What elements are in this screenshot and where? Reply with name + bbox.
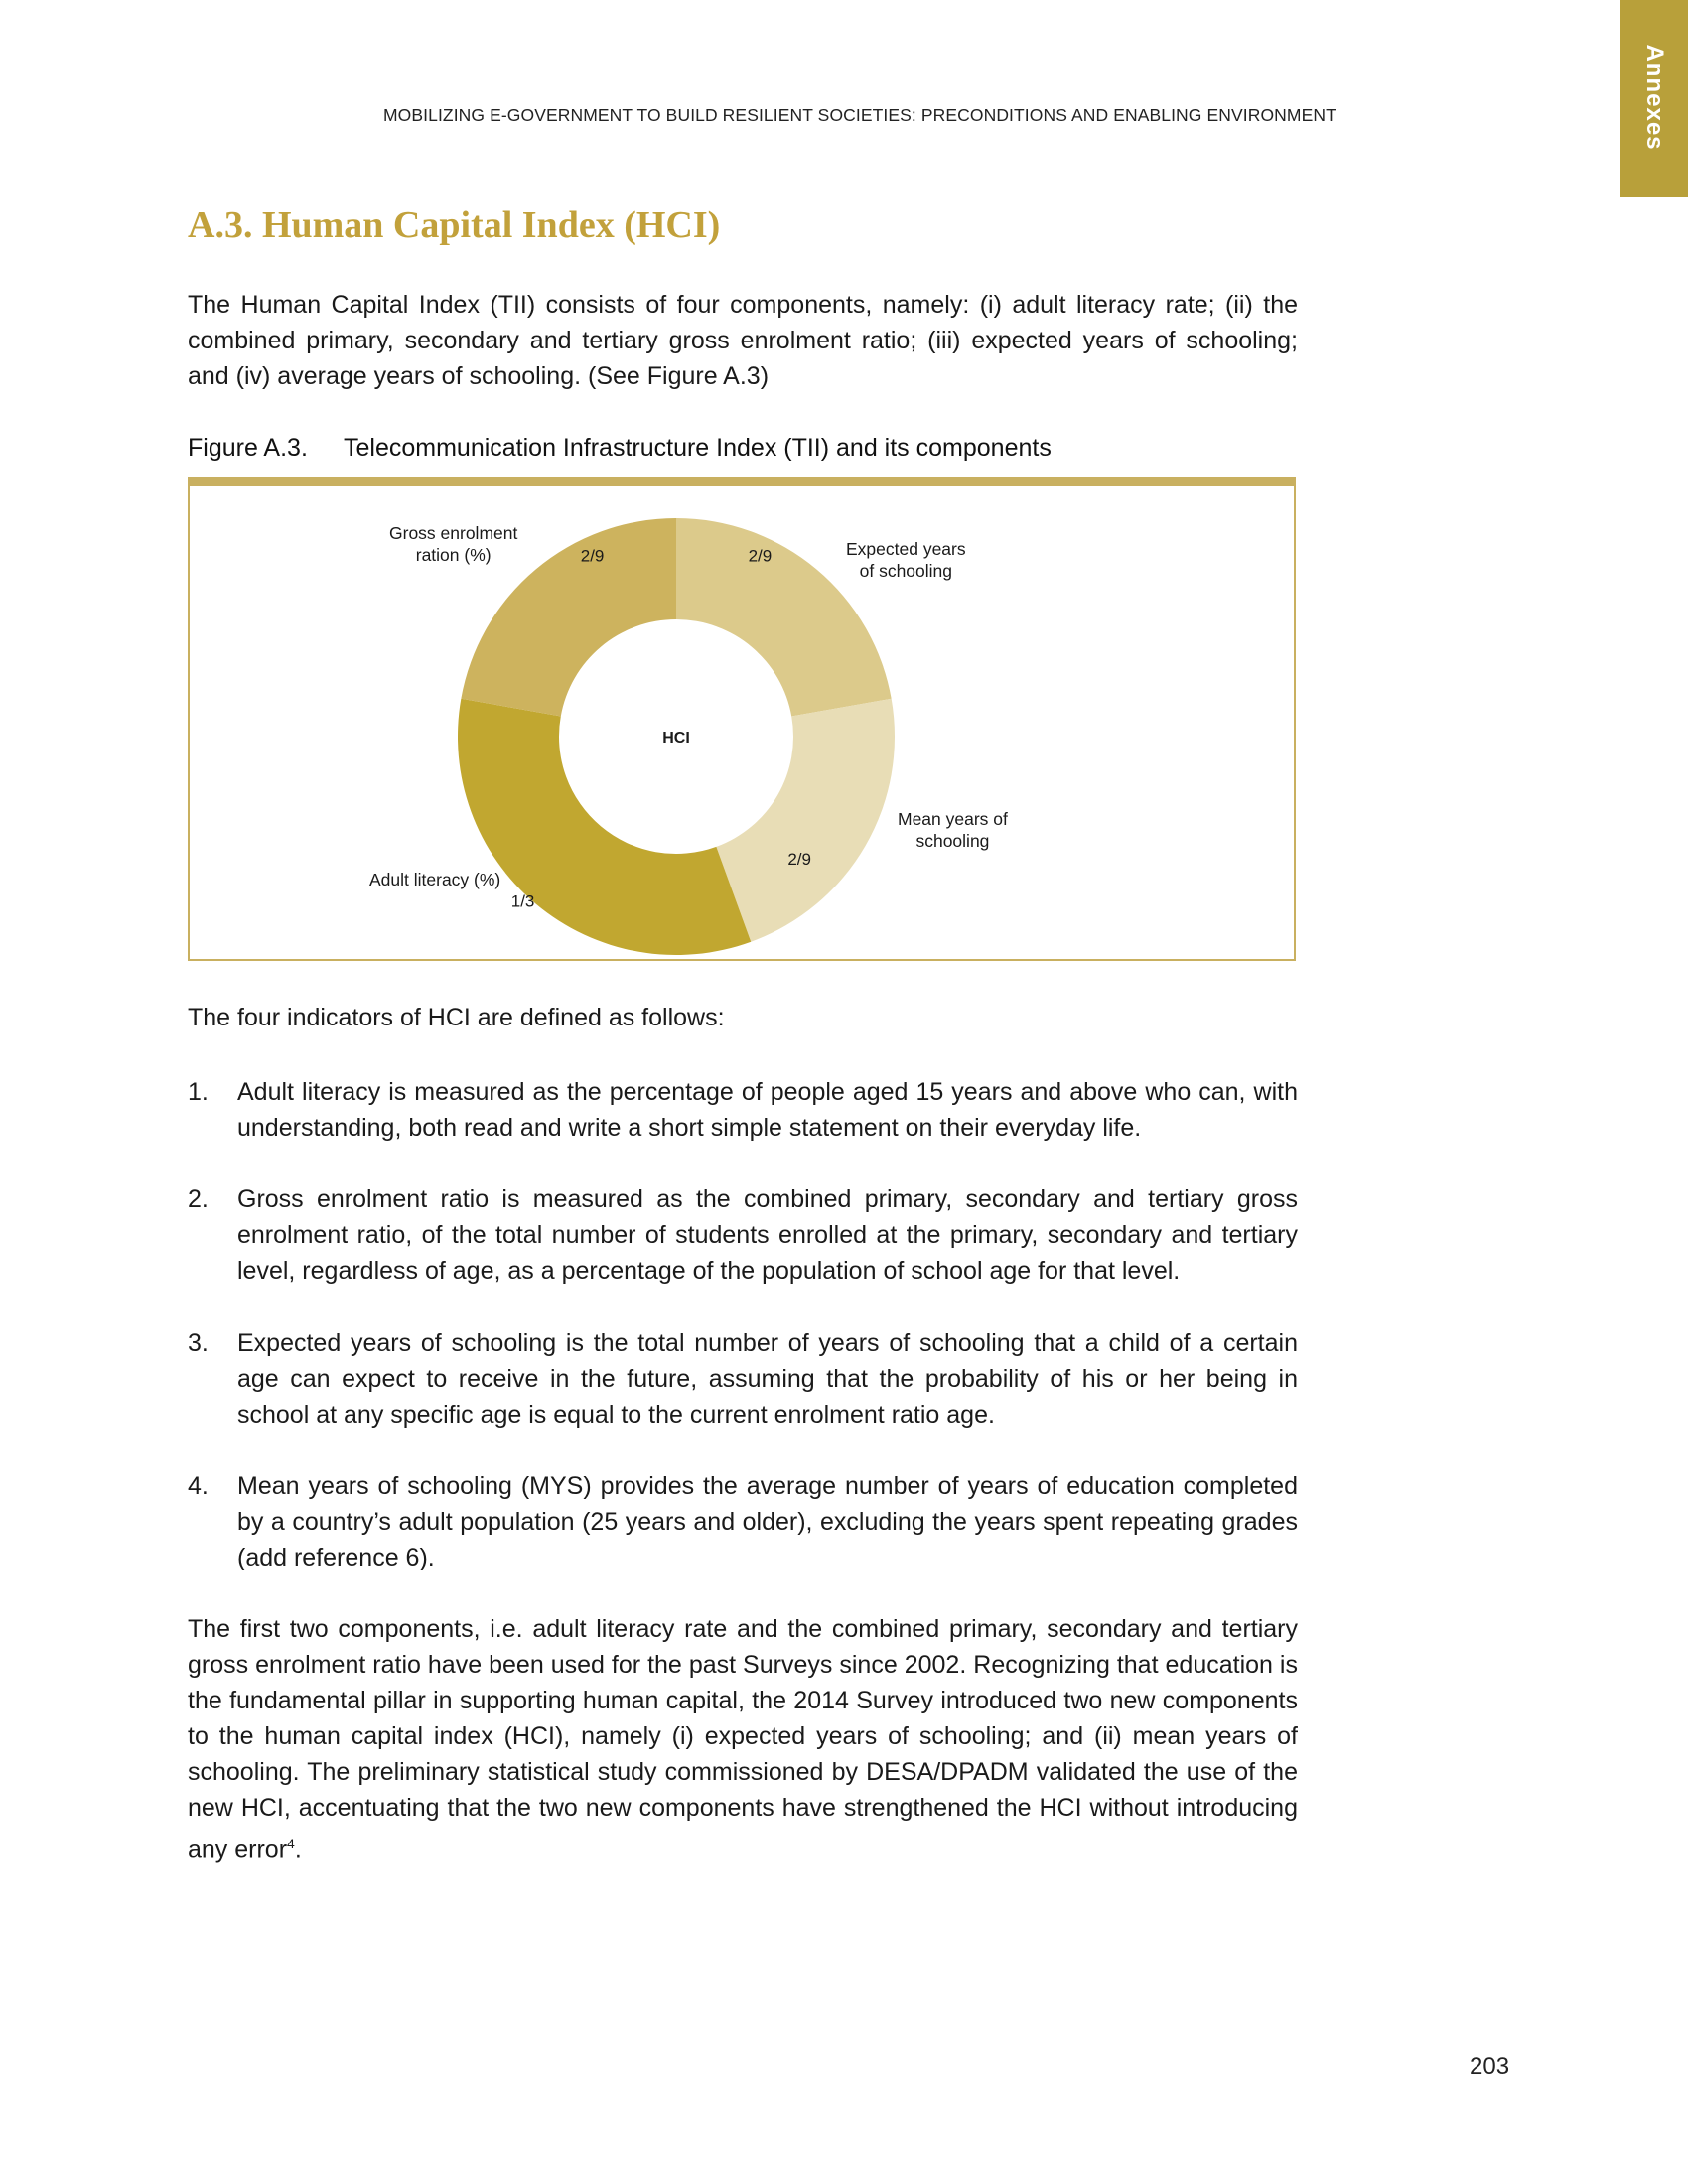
- donut-center-label: HCI: [662, 730, 690, 747]
- slice-fraction-label: 1/3: [510, 891, 535, 911]
- definition-item: [188, 1181, 1298, 1289]
- figure-number: Figure A.3.: [188, 434, 308, 462]
- figure-box: [188, 477, 1296, 961]
- definitions-list: [188, 1074, 1298, 1146]
- closing-text: The first two components, i.e. adult literacy rate and the combined primary, secondary and tertiary gross enrolment ratio have been used for the past Surveys since 2002. Recognizing that education is the fundamental pillar in supporting human capital, the 2014 Survey introduced two new components to the human capital index (HCI), namely (i) expected years of schooling; and (ii) mean years of schooling. The preliminary statistical study commissioned by DESA/DPADM validated the use of the new HCI, accentuating that the two new components have strengthened the HCI without introducing any error: [188, 1615, 1298, 1864]
- donut-slice: [716, 699, 895, 942]
- page-number: 203: [1470, 2053, 1510, 2080]
- figure-title: Telecommunication Infrastructure Index (TII) and its components: [344, 434, 1052, 462]
- running-header: MOBILIZING E-GOVERNMENT TO BUILD RESILIENT SOCIETIES: PRECONDITIONS AND ENABLING ENVIRONMENT: [383, 105, 1336, 125]
- definition-text: Expected years of schooling is the total number of years of schooling that a child of a certain age can expect to receive in the future, assuming that the probability of his or her being in school at any specific age is equal to the current enrolment ratio age.: [237, 1329, 1298, 1429]
- legend-label-gross-enrolment: Gross enrolment ration (%): [389, 523, 518, 565]
- definitions-list: [188, 1468, 1298, 1575]
- definition-text: Mean years of schooling (MYS) provides the average number of years of education completed by a country’s adult population (25 years and older), excluding the years spent repeating grades (add reference 6).: [237, 1472, 1298, 1571]
- definition-item: [188, 1468, 1298, 1575]
- footnote-reference: 4: [287, 1836, 295, 1851]
- closing-paragraph: [188, 1611, 1298, 1867]
- section-title: A.3. Human Capital Index (HCI): [188, 205, 721, 246]
- definitions-intro: The four indicators of HCI are defined as follows:: [188, 1004, 725, 1031]
- definition-number: 4.: [188, 1472, 209, 1500]
- definition-number: 2.: [188, 1185, 209, 1213]
- slice-fraction-label: 2/9: [748, 546, 773, 566]
- definitions-list: [188, 1325, 1298, 1433]
- donut-chart: [190, 486, 1298, 971]
- definition-number: 3.: [188, 1329, 209, 1357]
- definition-text: Adult literacy is measured as the percentage of people aged 15 years and above who can, with understanding, both read and write a short simple statement on their everyday life.: [237, 1078, 1298, 1142]
- definition-item: [188, 1325, 1298, 1433]
- slice-fraction-label: 2/9: [787, 850, 811, 869]
- definitions-list: [188, 1181, 1298, 1289]
- slice-fraction-label: 2/9: [580, 546, 605, 566]
- legend-label-mean-years: Mean years of schooling: [898, 809, 1008, 851]
- definition-text: Gross enrolment ratio is measured as the combined primary, secondary and tertiary gross enrolment ratio, of the total number of students enrolled at the primary, secondary and tertiary level, regardless of age, as a percentage of the population of school age for that level.: [237, 1185, 1298, 1285]
- definition-item: [188, 1074, 1298, 1146]
- definition-number: 1.: [188, 1078, 209, 1106]
- donut-slice: [458, 699, 751, 955]
- intro-paragraph: The Human Capital Index (TII) consists of four components, namely: (i) adult literacy rate; (ii) the combined primary, secondary and tertiary gross enrolment ratio; (iii) expected years of schooling; and (iv) average years of schooling. (See Figure A.3): [188, 291, 1298, 390]
- legend-label-expected-years: Expected years of schooling: [846, 539, 966, 581]
- annexes-side-tab-label: Annexes: [1641, 44, 1668, 151]
- figure-caption: [188, 434, 1052, 463]
- closing-end: .: [294, 1836, 302, 1864]
- legend-label-adult-literacy: Adult literacy (%): [369, 870, 501, 889]
